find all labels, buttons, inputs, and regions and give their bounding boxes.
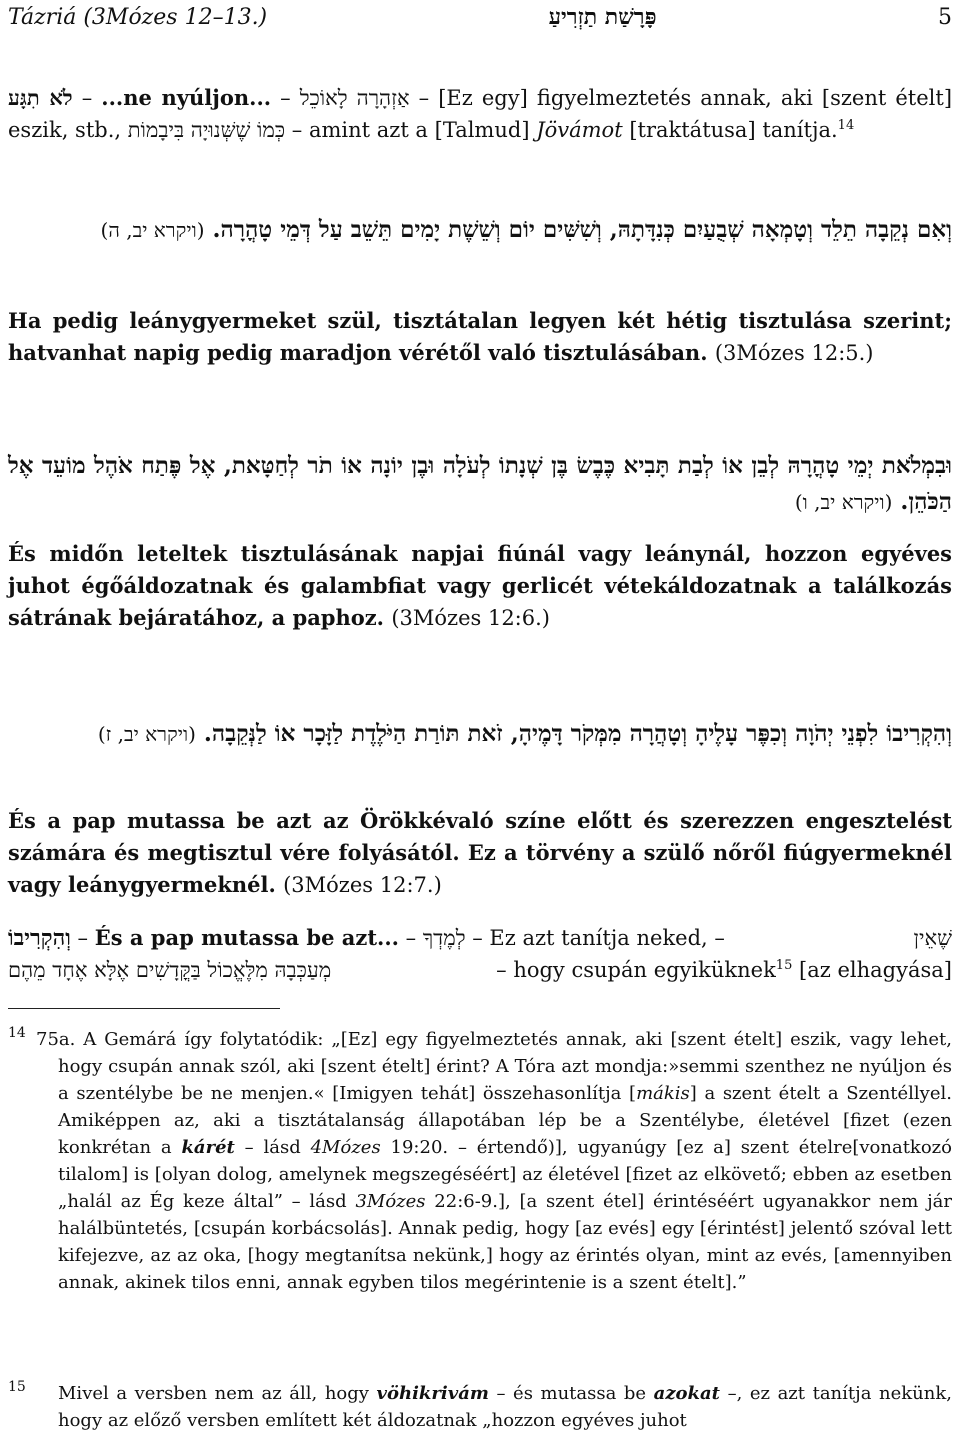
italic-term: kárét (181, 1137, 235, 1158)
italic-term: mákis (636, 1083, 690, 1104)
page-header (8, 2, 952, 32)
hebrew-phrase: מְעַכְּבָהּ מִלֶּאֱכוֹל בַּקֳּדָשִׁים אֶלָּא אֶחָד מֵהֶם (8, 958, 332, 982)
tractate-name: Jövámot (536, 118, 623, 142)
italic-term: 3Mózes (355, 1191, 426, 1212)
hebrew-verse-text: וְהִקְרִיבוֹ לִפְנֵי יְהֹוָה וְכִפֶּר עָלֶיהָ וְטָהֲרָה מִמְּקֹר דָּמֶיהָ, זֹאת תּוֹרַת הַיֹּלֶדֶת לַזָּכָר אוֹ לַנְּקֵבָה. (203, 720, 952, 747)
footnote-segment: 75a. A Gemárá így folytatódik: „[Ez] egy figyelmeztetés annak, aki [szent ételt] eszik, vagy lehet, hogy csupán annak szól, aki [szent ételt] érint? A Tóra azt mondja:»semmi szenthez ne nyúljon és a szentélybe be ne menjen.« [Imigyen tehát] összehasonlítja [ (36, 1029, 952, 1104)
hebrew-verse-5 (8, 212, 952, 248)
translation-verse-7 (8, 805, 952, 901)
footnote-segment: – és mutassa be (488, 1383, 654, 1404)
footnote-ref[interactable]: 15 (775, 958, 793, 973)
hebrew-verse-7 (8, 716, 952, 752)
hebrew-verse-reference: (ויקרא יב, ז) (97, 722, 196, 746)
translation-verse-5 (8, 305, 952, 369)
hebrew-verse-reference: (ויקרא יב, ו) (794, 490, 893, 514)
translation-text: És midőn leteltek tisztulásának napjai fiúnál vagy leánynál, hozzon egyéves juhot égőáldozatnak és galambfiat vagy gerlicét vétekáldozatnak a találkozás sátrának bejáratához, a paphoz. (8, 541, 952, 630)
footnote-segment: Mivel a versben nem az áll, hogy (58, 1383, 377, 1404)
translation-text: És a pap mutassa be azt az Örökkévaló színe előtt és szerezzen engesztelést számára és megtisztul vére folyásától. Ez a törvény a szülő nőről fiúgyermeknél vagy leánygyermeknél. (8, 808, 952, 897)
verse-reference: (3Mózes 12:6.) (391, 606, 550, 630)
hebrew-parasha-title: פָּרָשַׁת תַזְרִיעַ (548, 4, 657, 30)
hebrew-verse-reference: (ויקרא יב, ה) (100, 218, 205, 242)
page-number: 5 (937, 4, 952, 30)
commentary-text: [traktátusa] tanítja. (622, 118, 838, 142)
footnote-text (58, 1380, 952, 1434)
footnote-segment: ] a szent ételt a Szentéllyel. Amiképpen az, aki a tisztátalanság állapotában lép be a Szentélybe, életével [fizet (ezen konkrétan a (58, 1083, 952, 1158)
hebrew-phrase: לְמֶדְךָ (422, 926, 466, 950)
commentary-text: [az elhagyása] (799, 958, 952, 982)
footnote-separator (8, 1008, 280, 1009)
hebrew-verse-text: וּבִמְלֹאת יְמֵי טָהֳרָהּ לְבֵן אוֹ לְבַת תָּבִיא כֶּבֶשׂ בֶּן שְׁנָתוֹ לְעֹלָה וּבֶן יוֹנָה אוֹ תֹר לְחַטָּאת, אֶל פֶּתַח אֹהֶל מוֹעֵד אֶל הַכֹּהֵן. (8, 452, 952, 515)
footnote-14 (8, 1026, 952, 1296)
footnote-ref[interactable]: 14 (837, 118, 855, 133)
commentary-text: hogy csupán egyiküknek (513, 958, 776, 982)
footnote-segment: –, ez azt tanítja nekünk, hogy az előző versben említett két áldozatnak „hozzon egyéves juhot (58, 1383, 952, 1431)
footnote-segment: 19:20. – értendő)], ugyanúgy [ez a] szent ételre[vonatkozó tilalom] is [olyan dolog, amelynek megszegéséért] az életével [fizet az elkövető; ebben az esetben „halál az Ég keze által” – lásd (58, 1137, 952, 1212)
italic-term: 4Mózes (310, 1137, 381, 1158)
footnote-number: 15 (8, 1379, 26, 1395)
intro-commentary (8, 82, 952, 146)
hebrew-phrase: כְּמוֹ שֶׁשְּׁנוּיָה בִּיבָמוֹת (127, 118, 286, 142)
commentary-text: Ez azt tanítja neked, (489, 926, 708, 950)
bold-phrase: És a pap mutassa be azt... (94, 925, 399, 950)
dash: – (72, 86, 102, 110)
footnote-text (36, 1026, 952, 1296)
footnote-number: 14 (8, 1025, 26, 1041)
commentary-line-2: מְעַכְּבָהּ מִלֶּאֱכוֹל בַּקֳּדָשִׁים אֶלָּא אֶחָד מֵהֶם – hogy csupán egyiküknek$^{15}$ [az elhagyása] (8, 954, 952, 986)
footnote-15 (8, 1380, 952, 1434)
hebrew-phrase: לֹא תִגָּע (8, 85, 73, 110)
verse-reference: (3Mózes 12:7.) (283, 873, 442, 897)
hebrew-phrase: אַזְהָרָה לָאוֹכֵל (299, 86, 410, 110)
commentary-verse-7 (8, 922, 952, 986)
hebrew-phrase: שֶׁאֵין (913, 926, 952, 950)
commentary-line-1: וְהִקְרִיבוֹ – És a pap mutassa be azt... – לְמֶדְךָ – Ez azt tanítja neked, – שֶׁאֵין (8, 922, 952, 954)
hebrew-phrase: וְהִקְרִיבוֹ (8, 925, 71, 951)
italic-term: azokat (653, 1383, 720, 1404)
running-title: Tázriá (3Mózes 12–13.) (8, 4, 268, 30)
footnote-segment: – lásd (234, 1137, 311, 1158)
hebrew-verse-6 (8, 448, 952, 520)
commentary-text: – amint azt a [Talmud] (285, 118, 537, 142)
dash: – (271, 86, 300, 110)
footnote-segment: 22:6-9.], [a szent étel] érintéséért ugyanakkor nem jár halálbüntetés, [csupán korbácsolás]. Annak pedig, hogy [az evés] egy [érintést] jelentő szóval lett kifejezve, az az oka, [hogy megtanítsa nekünk,] hogy az érintés olyan, mint az evés, [amennyiben annak, akinek tilos enni, annak egyben tilos megérintenie is a szent ételt].” (58, 1191, 952, 1293)
verse-reference: (3Mózes 12:5.) (714, 341, 874, 365)
commentary-text: – [Ez egy] figyelmeztetés annak, aki [szent ételt] eszik, stb., (8, 86, 953, 142)
translation-verse-6 (8, 538, 952, 634)
translation-text: Ha pedig leánygyermeket szül, tisztátalan legyen két hétig tisztulása szerint; hatvanhat napig pedig maradjon vérétől való tisztulásában. (8, 308, 952, 365)
hebrew-verse-text: וְאִם נְקֵבָה תֵלֵד וְטָמְאָה שְׁבֻעַיִם כְּנִדָּתָהּ, וְשִׁשִּׁים יוֹם וְשֵׁשֶׁת יָמִים תֵּשֵׁב עַל דְּמֵי טָהֳרָה. (212, 216, 952, 243)
italic-term: vöhikrivám (376, 1383, 489, 1404)
bold-phrase: ...ne nyúljon... (101, 85, 272, 110)
